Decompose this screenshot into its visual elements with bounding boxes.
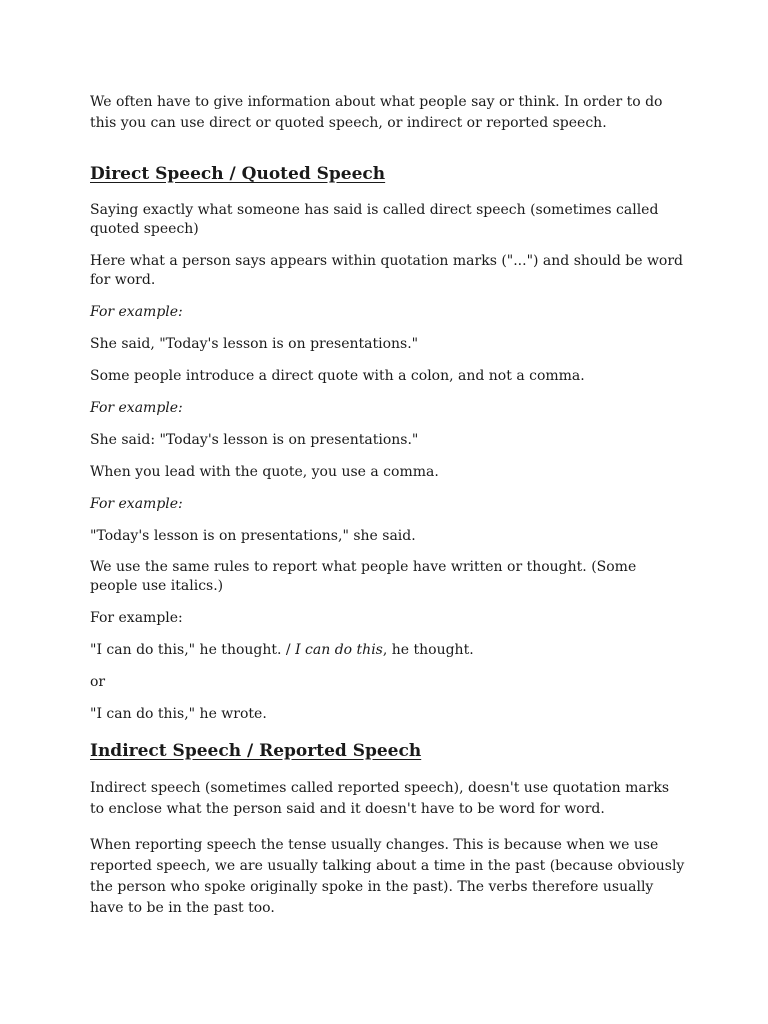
example-label: For example:: [90, 304, 183, 320]
direct-speech-definition: Saying exactly what someone has said is called direct speech (sometimes called quoted speech): [90, 202, 659, 237]
example-label: For example:: [90, 496, 183, 512]
indirect-speech-definition: Indirect speech (sometimes called reported speech), doesn't use quotation marks to enclose what the person said and it doesn't have to be word for word.: [90, 780, 670, 817]
quotation-marks-paragraph: Here what a person says appears within quotation marks ("...") and should be word for word.: [90, 253, 684, 288]
example-sentence: She said: "Today's lesson is on presentations.": [90, 432, 419, 448]
thought-example: [90, 640, 686, 661]
thought-example-quoted: "I can do this," he thought. /: [90, 642, 296, 658]
written-thought-paragraph: We use the same rules to report what people have written or thought. (Some people use italics.): [90, 559, 637, 594]
example-label: For example:: [90, 400, 183, 416]
or-separator: or: [90, 674, 106, 690]
document-page: [90, 92, 686, 919]
tense-change-paragraph: When reporting speech the tense usually changes. This is because when we use reported speech, we are usually talking about a time in the past (because obviously the person who spoke originally spoke in the past). The verbs therefore usually have to be in the past too.: [90, 837, 685, 916]
example-sentence: "Today's lesson is on presentations," she said.: [90, 528, 416, 544]
example-sentence: "I can do this," he wrote.: [90, 706, 267, 722]
indirect-speech-heading: Indirect Speech / Reported Speech: [90, 741, 422, 761]
example-label: For example:: [90, 610, 183, 626]
intro-paragraph: We often have to give information about what people say or think. In order to do this you can use direct or quoted speech, or indirect or reported speech.: [90, 94, 663, 131]
thought-example-italic: I can do this: [295, 642, 383, 658]
lead-with-quote-paragraph: When you lead with the quote, you use a comma.: [90, 464, 439, 480]
colon-paragraph: Some people introduce a direct quote with a colon, and not a comma.: [90, 368, 585, 384]
direct-speech-heading: Direct Speech / Quoted Speech: [90, 164, 386, 184]
thought-example-tail: , he thought.: [382, 642, 474, 658]
example-sentence: She said, "Today's lesson is on presentations.": [90, 336, 419, 352]
